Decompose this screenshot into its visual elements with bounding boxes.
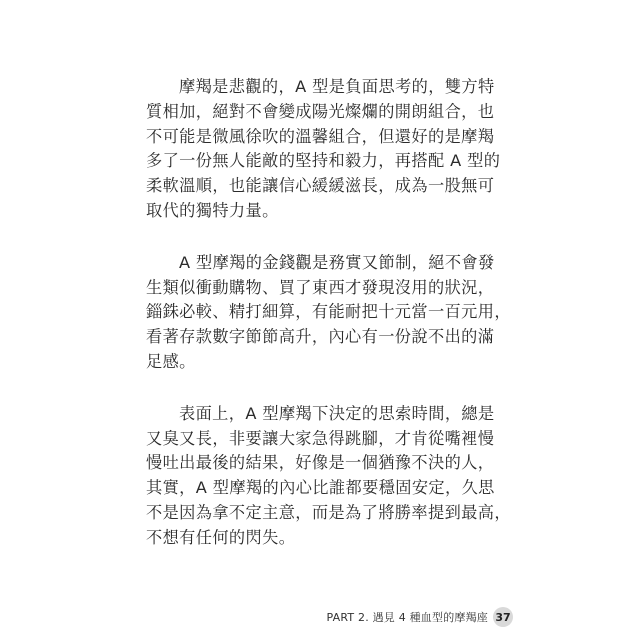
text-line: 足感。 xyxy=(146,351,196,371)
text-line: 表面上，A 型摩羯下決定的思索時間，總是 xyxy=(179,403,495,423)
text-line: 其實，A 型摩羯的內心比誰都要穩固安定，久思 xyxy=(146,478,495,498)
text-line: 摩羯是悲觀的，A 型是負面思考的，雙方特 xyxy=(179,77,495,96)
text-line: 取代的獨特力量。 xyxy=(146,200,279,220)
paragraph-2 xyxy=(146,251,511,375)
paragraph-1 xyxy=(146,75,501,224)
text-line: 不是因為拿不定主意，而是為了將勝率提到最高， xyxy=(146,502,511,522)
text-line: 質相加，絕對不會變成陽光燦爛的開朗組合，也 xyxy=(146,101,495,121)
page-footer xyxy=(327,607,514,627)
text-line: 錙銖必較、精打細算，有能耐把十元當一百元用， xyxy=(146,302,511,322)
text-line: A 型摩羯的金錢觀是務實又節制，絕不會發 xyxy=(179,252,495,272)
chapter-title: PART 2. 遇見 4 種血型的摩羯座 xyxy=(326,611,488,624)
text-line: 又臭又長，非要讓大家急得跳腳，才肯從嘴裡慢 xyxy=(146,428,495,448)
paragraph-3 xyxy=(146,402,511,551)
text-line: 慢吐出最後的結果，好像是一個猶豫不決的人， xyxy=(146,453,495,473)
text-line: 不可能是微風徐吹的溫馨組合，但還好的是摩羯 xyxy=(146,126,495,146)
text-line: 不想有任何的閃失。 xyxy=(146,527,296,547)
page-number: 37 xyxy=(493,607,513,627)
text-line: 生類似衝動購物、買了東西才發現沒用的狀況， xyxy=(146,277,495,297)
body-text xyxy=(146,75,511,578)
text-line: 柔軟溫順，也能讓信心緩緩滋長，成為一股無可 xyxy=(146,176,495,196)
text-line: 看著存款數字節節高升，內心有一份說不出的滿 xyxy=(146,327,495,347)
text-line: 多了一份無人能敵的堅持和毅力，再搭配 A 型的 xyxy=(146,151,501,171)
